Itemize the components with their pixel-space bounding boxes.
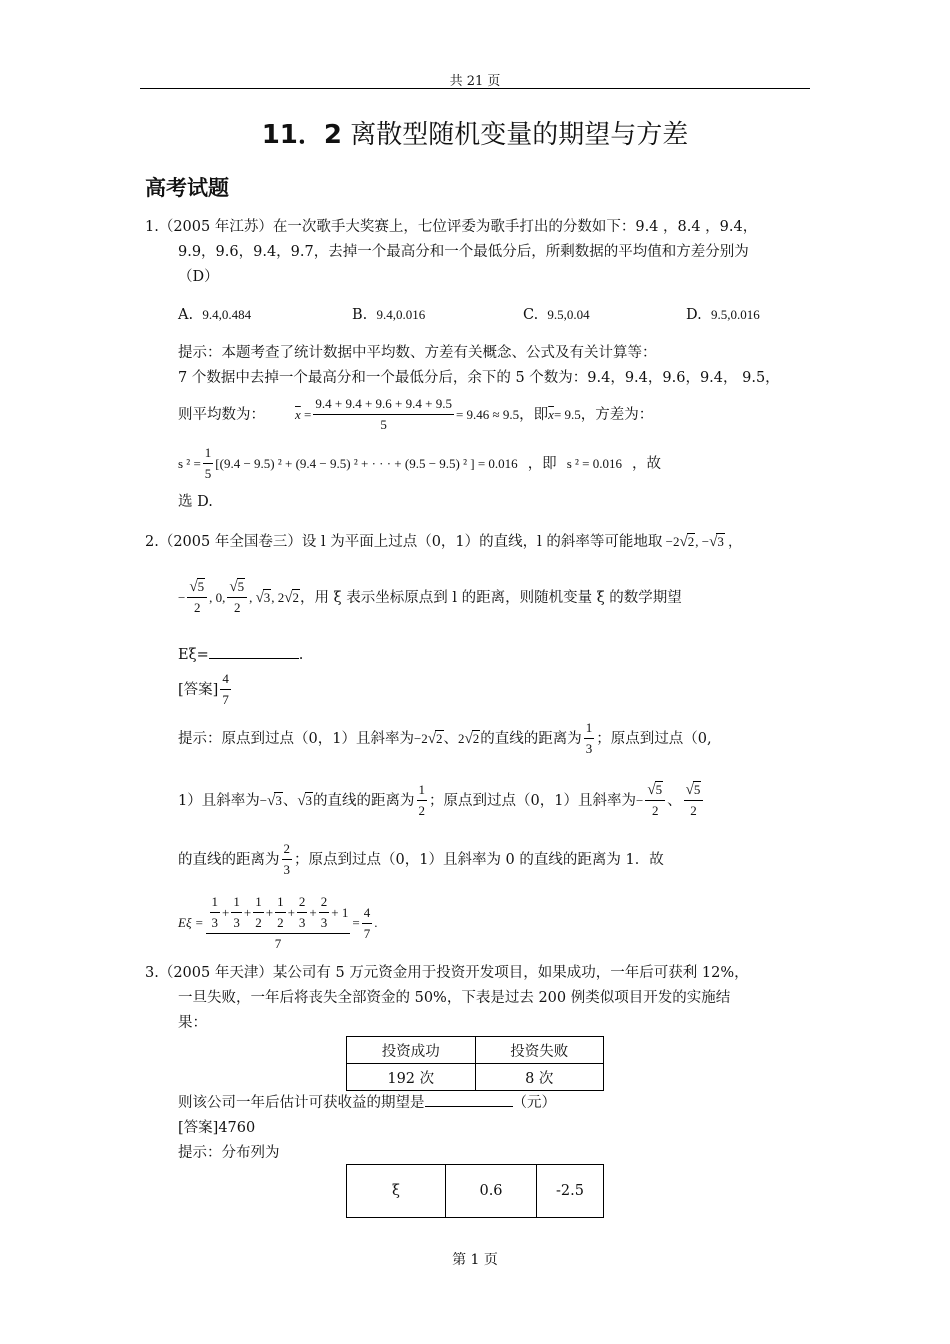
q2-hint1: 提示：原点到过点（0，1）且斜率为 −2√2 、 2√2 的直线的距离为 $\frac{1}{3}$ ；原点到过点（0, [178, 720, 712, 756]
mean-prefix: 则平均数为： [178, 406, 265, 423]
q2-hint3: 的直线的距离为 $\frac{2}{3}$ ；原点到过点（0，1）且斜率为 0 的直线的距离为 1．故 [178, 841, 664, 877]
q1-option-b: B. 9.4,0.016 [352, 307, 426, 323]
page-header-total: 共 21 页 [449, 74, 501, 89]
table-cell: 8 次 [475, 1064, 604, 1091]
q3-hint: 提示：分布列为 [178, 1145, 280, 1161]
q3-line3: 果： [178, 1015, 207, 1031]
dist-cell: 0.6 [446, 1165, 537, 1218]
q1-hint1: 提示：本题考查了统计数据中平均数、方差有关概念、公式及有关计算等： [178, 345, 657, 361]
var-gu: ，故 [631, 455, 661, 472]
q2-blank-line: Eξ= . [178, 647, 304, 663]
q2-slopes-a: −2√2, −√3 ， [662, 534, 742, 550]
q2-answer: [答案] $\frac{4}{7}$ [178, 671, 229, 707]
var-fraction: $\frac{1}{5}$ [204, 445, 212, 481]
q2-line1: 2.（2005 年全国卷三）设 l 为平面上过点（0，1）的直线，l 的斜率等可能地取 −2√2, −√3 ， [145, 534, 742, 550]
q1-option-d: D. 9.5,0.016 [686, 307, 760, 323]
mean-symbol: $\overline{x}$ = [295, 406, 312, 422]
table-header: 投资成功 [347, 1037, 476, 1064]
e-big-fraction: $\frac{1}{3}$ + $\frac{1}{3}$ + $\frac{1}{2}$ + $\frac{1}{2}$ + $\frac{2}{3}$ + $\frac{2}{3}$ + 1 7 [206, 893, 351, 953]
mean-eq: = 9.5 [553, 406, 581, 422]
mean-symbol-2: $\overline{x}$ [548, 406, 554, 422]
dist-cell: -2.5 [537, 1165, 604, 1218]
q1-mean-line [178, 395, 653, 434]
q1-choose: 选 D. [178, 494, 213, 510]
mean-fraction: $\frac{9.4 + 9.4 + 9.6 + 9.4 + 9.5}{5}$ [315, 396, 452, 432]
title-text: 离散型随机变量的期望与方差 [350, 120, 689, 150]
frac-sqrt5-2b: $\frac{√5}{2}$ [227, 578, 247, 617]
q1-option-c: C. 9.5,0.04 [523, 307, 590, 323]
table-cell: 192 次 [347, 1064, 476, 1091]
q3-line2: 一旦失败，一年后将丧失全部资金的 50%，下表是过去 200 例类似项目开发的实施结 [178, 990, 731, 1006]
q2-slopes-line: − $\frac{√5}{2}$ , 0, $\frac{√5}{2}$ , √3, 2√2 ，用 ξ 表示坐标原点到 l 的距离，则随机变量 ξ 的数学期望 [178, 579, 682, 615]
q1-line2: 9.9，9.6，9.4，9.7，去掉一个最高分和一个最低分后，所剩数据的平均值和方差分别为 [178, 244, 749, 260]
q3-distribution-table [346, 1164, 604, 1218]
page-footer: 第 1 页 [452, 1252, 498, 1268]
var-label: ，方差为： [580, 406, 654, 423]
frac-sqrt5-2: $\frac{√5}{2}$ [187, 578, 207, 617]
q2-hint2: 1）且斜率为 −√3 、 √3 的直线的距离为 $\frac{1}{2}$ ；原点到过点（0，1）且斜率为 − $\frac{√5}{2}$ 、 $\frac{√5}{2}$ [178, 781, 705, 820]
q1-variance-line [178, 444, 661, 483]
q1-option-a: A. 9.4,0.484 [178, 307, 252, 323]
mean-ji: ，即 [519, 406, 549, 423]
q2-slopes-tail: ，用 ξ 表示坐标原点到 l 的距离，则随机变量 ξ 的数学期望 [300, 589, 682, 606]
dist-cell: ξ [347, 1165, 446, 1218]
q3-outcome-table [346, 1036, 604, 1091]
q3-answer: [答案]4760 [178, 1120, 256, 1136]
var-body: [(9.4 − 9.5) ² + (9.4 − 9.5) ² + · · · + (9.5 − 9.5) ² ] = 0.016 [215, 455, 518, 471]
q1-line3: （D） [178, 269, 219, 285]
q3-expect-line: 则该公司一年后估计可获收益的期望是 （元） [178, 1095, 556, 1111]
var-lhs: s ² = [178, 455, 201, 471]
answer-blank[interactable] [209, 646, 299, 659]
q1-hint2: 7 个数据中去掉一个最高分和一个最低分后，余下的 5 个数为：9.4，9.4，9.6，9.4， 9.5， [178, 370, 780, 386]
answer-fraction: $\frac{4}{7}$ [222, 671, 229, 707]
title-number: 11．2 [261, 120, 342, 150]
q2-expectation: Eξ = $\frac{1}{3}$ + $\frac{1}{3}$ + $\frac{1}{2}$ + $\frac{1}{2}$ + $\frac{2}{3}$ + $\frac{2}{3}$ + 1 7 = $\frac{4}{7}$ . [178, 894, 378, 951]
mean-result: = 9.46 ≈ 9.5 [455, 406, 520, 422]
section-heading: 高考试题 [145, 176, 229, 200]
var-eq: s ² = 0.016 [566, 455, 622, 471]
q3-answer-blank[interactable] [425, 1094, 513, 1107]
table-header: 投资失败 [475, 1037, 604, 1064]
page-title [0, 114, 950, 151]
var-ji: ，即 [527, 455, 557, 472]
header-rule [140, 88, 810, 89]
q3-line1: 3.（2005 年天津）某公司有 5 万元资金用于投资开发项目，如果成功，一年后可获利 12%， [145, 965, 749, 981]
q1-line1: 1.（2005 年江苏）在一次歌手大奖赛上，七位评委为歌手打出的分数如下：9.4 ，8.4 ，9.4， [145, 219, 758, 235]
